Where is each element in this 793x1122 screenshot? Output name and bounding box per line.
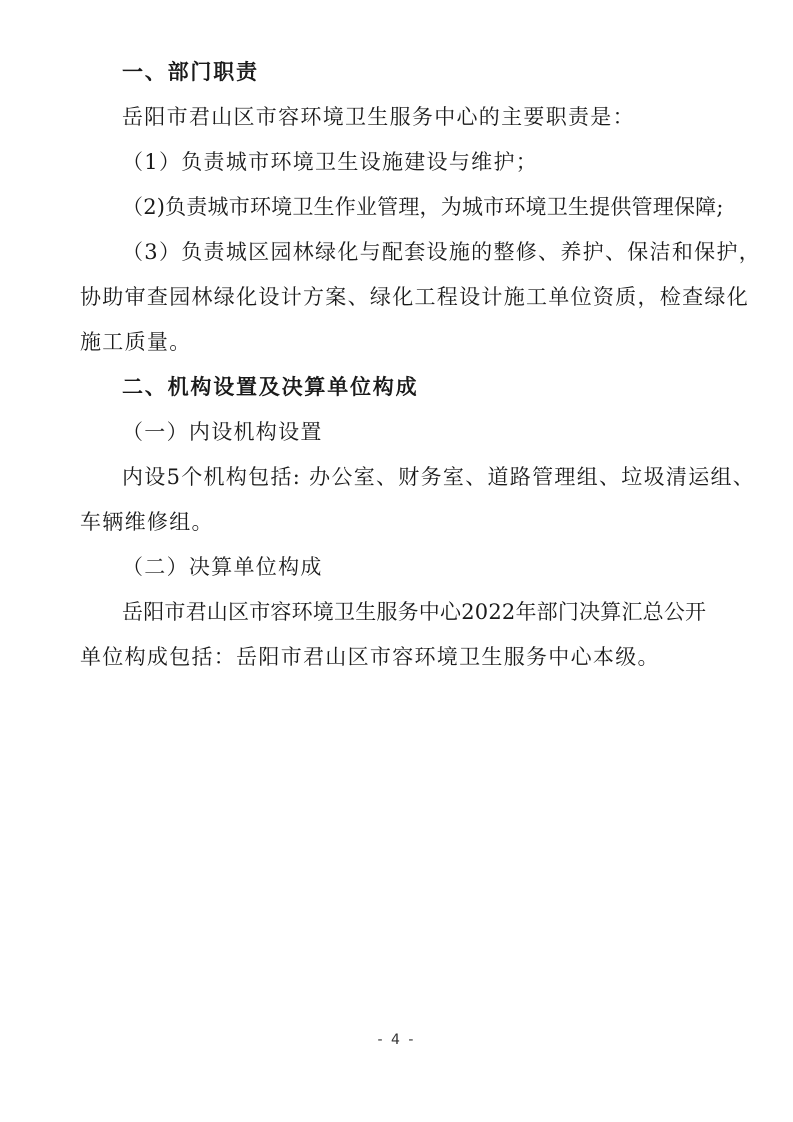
duties-intro: 岳阳市君山区市容环境卫生服务中心的主要职责是：: [122, 105, 635, 129]
duty-item-3-line-2: 协助审查园林绿化设计方案、绿化工程设计施工单位资质，检查绿化: [80, 285, 749, 309]
document-body: [80, 50, 762, 680]
subheading-internal-units: （一）内设机构设置: [122, 420, 323, 444]
internal-units-text-line-1: 内设5个机构包括: 办公室、财务室、道路管理组、垃圾清运组、: [122, 465, 756, 489]
section-heading-department-duties: 一、部门职责: [122, 60, 259, 84]
duty-item-2: （2)负责城市环境卫生作业管理，为城市环境卫生提供管理保障;: [122, 195, 724, 219]
accounting-units-text-line-1: 岳阳市君山区市容环境卫生服务中心2022年部门决算汇总公开: [122, 600, 707, 624]
duty-item-3-line-1: （3）负责城区园林绿化与配套设施的整修、养护、保洁和保护，: [122, 240, 762, 264]
duty-item-3-line-3: 施工质量。: [80, 330, 192, 354]
section-heading-organization: 二、机构设置及决算单位构成: [122, 375, 419, 399]
internal-units-text-line-2: 车辆维修组。: [80, 510, 214, 534]
duty-item-1: （1）负责城市环境卫生设施建设与维护；: [122, 150, 539, 174]
accounting-units-text-line-2: 单位构成包括：岳阳市君山区市容环境卫生服务中心本级。: [80, 645, 660, 669]
page-number: - 4 -: [377, 1032, 416, 1048]
subheading-accounting-units: （二）决算单位构成: [122, 555, 323, 579]
